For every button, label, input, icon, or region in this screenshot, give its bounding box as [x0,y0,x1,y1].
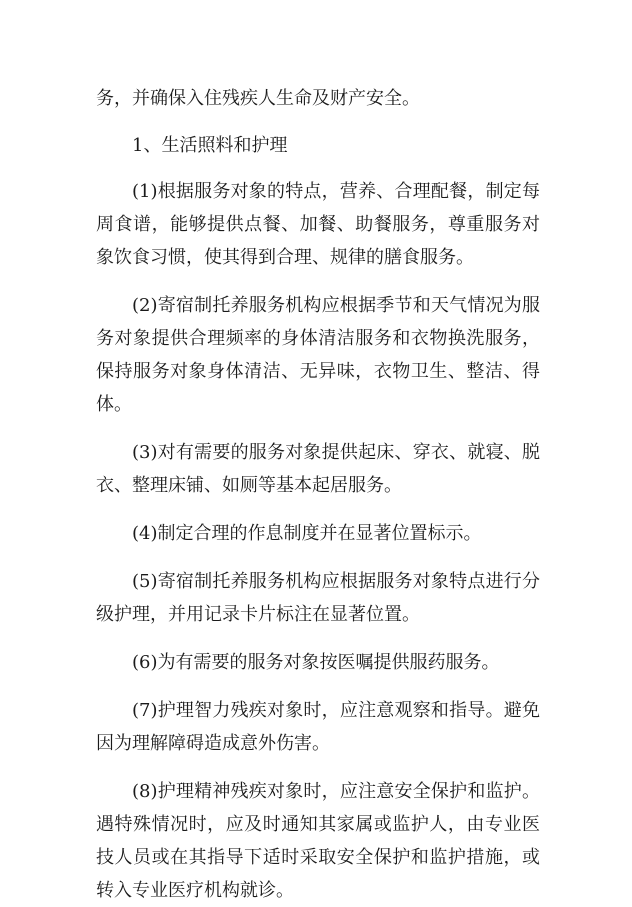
list-item: (4)制定合理的作息制度并在显著位置标示。 [132,523,482,544]
list-item: (2)寄宿制托养服务机构应根据季节和天气情况为服务对象提供合理频率的身体清洁服务和衣物换洗服务，保持服务对象身体清洁、无异味，衣物卫生、整洁、得体。 [96,295,540,415]
list-item: (3)对有需要的服务对象提供起床、穿衣、就寝、脱衣、整理床铺、如厕等基本起居服务。 [96,442,540,496]
list-item: (8)护理精神残疾对象时，应注意安全保护和监护。遇特殊情况时，应及时通知其家属或监护人，由专业医技人员或在其指导下适时采取安全保护和监护措施，或转入专业医疗机构就诊。 [96,781,540,901]
list-item: (5)寄宿制托养服务机构应根据服务对象特点进行分级护理，并用记录卡片标注在显著位置。 [96,571,540,625]
lead-line: 务，并确保入住残疾人生命及财产安全。 [96,88,420,109]
list-item: (1)根据服务对象的特点，营养、合理配餐，制定每周食谱，能够提供点餐、加餐、助餐服务，尊重服务对象饮食习惯，使其得到合理、规律的膳食服务。 [96,181,540,268]
list-item: (6)为有需要的服务对象按医嘱提供服药服务。 [132,652,500,673]
list-item: (7)护理智力残疾对象时，应注意观察和指导。避免因为理解障碍造成意外伤害。 [96,700,540,754]
section-heading: 1、生活照料和护理 [132,135,288,156]
